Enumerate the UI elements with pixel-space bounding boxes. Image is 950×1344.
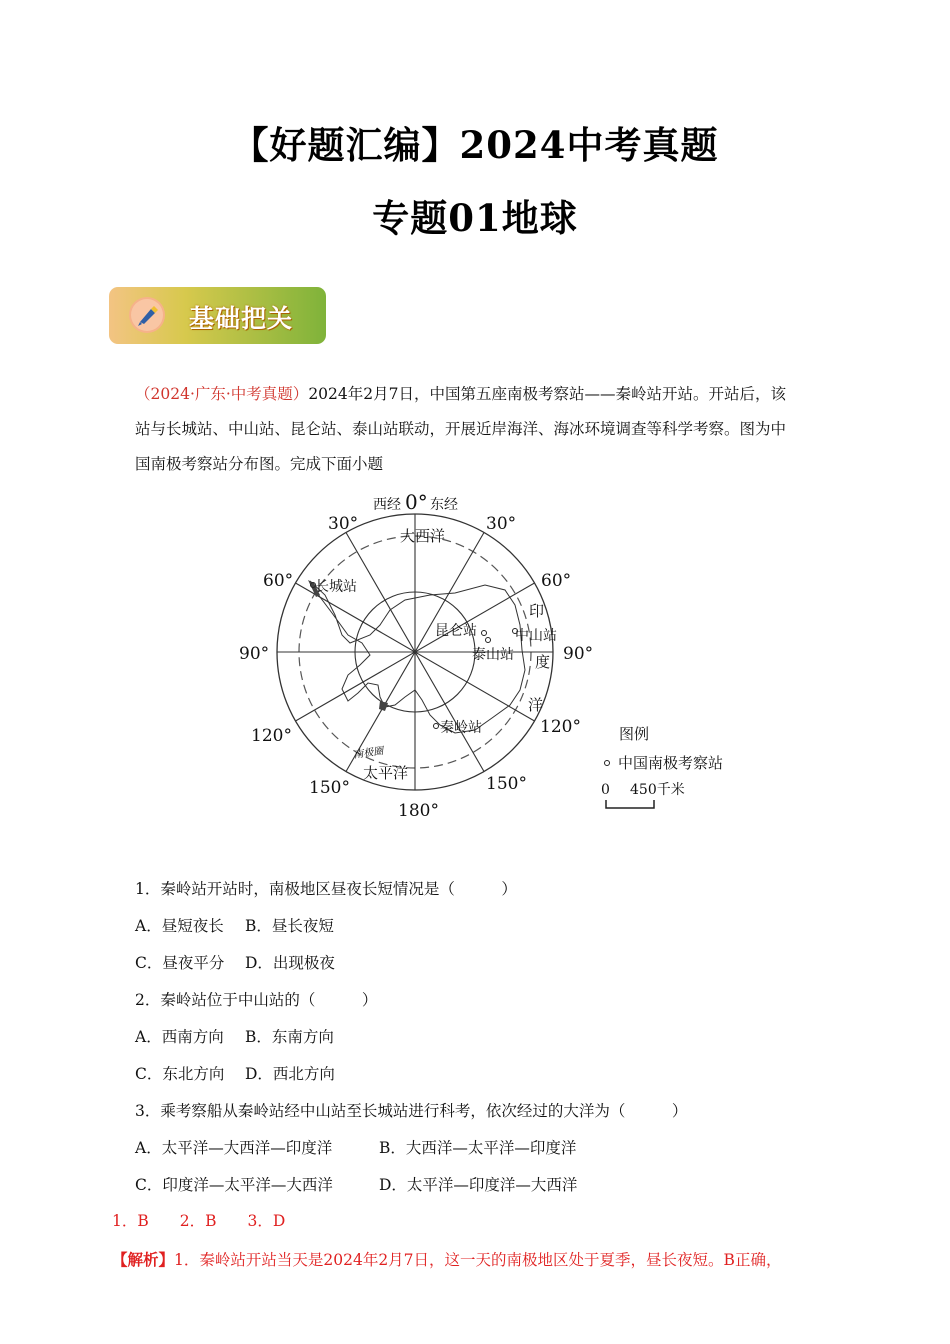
ice-shelf-mark	[379, 701, 388, 711]
atlantic-ocean-label: 大西洋	[400, 527, 446, 545]
legend-title: 图例	[619, 725, 650, 743]
indian-ocean-label-1: 印	[529, 602, 545, 620]
scale-zero-label: 0	[601, 782, 610, 798]
question-1-option-c[interactable]: C．昼夜平分	[135, 954, 225, 972]
analysis-label: 【解析】	[112, 1250, 175, 1269]
lon-30w-label: 30°	[328, 514, 359, 534]
question-3-option-c[interactable]: C．印度洋—太平洋—大西洋	[135, 1176, 333, 1194]
lon-150w-label: 150°	[309, 778, 350, 798]
lon-120w-label: 120°	[251, 726, 292, 746]
scale-value-label: 450千米	[630, 782, 685, 798]
antarctic-circle-label: 南极圈	[352, 745, 385, 761]
east-longitude-label: 东经	[430, 497, 458, 513]
taishan-station-label: 泰山站	[472, 647, 514, 663]
legend-station-marker	[605, 761, 610, 766]
document-subtitle: 专题01地球	[372, 196, 578, 240]
lon-150e-label: 150°	[486, 774, 527, 794]
question-2-stem: 2．秦岭站位于中山站的（ ）	[135, 991, 378, 1009]
intro-line-1: 2024年2月7日，中国第五座南极考察站——秦岭站开站。开站后，该	[308, 385, 786, 403]
question-3-stem: 3．乘考察船从秦岭站经中山站至长城站进行科考，依次经过的大洋为（ ）	[135, 1102, 688, 1120]
kunlun-station-marker	[482, 631, 487, 636]
lon-60w-label: 60°	[263, 571, 294, 591]
pen-icon	[129, 297, 165, 333]
section-badge-label: 基础把关	[189, 304, 294, 333]
intro-line-2: 站与长城站、中山站、昆仑站、泰山站联动，开展近岸海洋、海冰环境调查等科学考察。图为中	[135, 420, 787, 438]
taishan-station-marker	[486, 638, 491, 643]
qinling-station-label: 秦岭站	[440, 720, 482, 736]
question-3-option-b[interactable]: B．大西洋—太平洋—印度洋	[379, 1139, 577, 1157]
question-1-option-d[interactable]: D．出现极夜	[245, 954, 335, 972]
lon-90e-label: 90°	[563, 644, 594, 664]
section-badge	[109, 287, 326, 344]
legend-station-label: 中国南极考察站	[618, 754, 724, 772]
kunlun-station-label: 昆仑站	[435, 623, 477, 639]
question-1-option-b[interactable]: B．昼长夜短	[245, 917, 334, 935]
lon-90w-label: 90°	[239, 644, 270, 664]
lon-120e-label: 120°	[540, 717, 581, 737]
west-longitude-label: 西经	[373, 497, 401, 513]
question-2-option-b[interactable]: B．东南方向	[245, 1028, 334, 1046]
question-3-option-d[interactable]: D．太平洋—印度洋—大西洋	[379, 1176, 578, 1194]
prime-meridian-label: 0°	[405, 490, 428, 514]
antarctic-station-map	[230, 485, 750, 825]
qinling-station-marker	[434, 724, 439, 729]
intro-line-3: 国南极考察站分布图。完成下面小题	[135, 455, 384, 473]
source-tag: （2024·广东·中考真题）	[135, 385, 309, 403]
lon-180-label: 180°	[398, 801, 439, 821]
document-title: 【好题汇编】2024中考真题	[231, 123, 719, 167]
changcheng-station-label: 长城站	[315, 579, 357, 595]
question-2-option-c[interactable]: C．东北方向	[135, 1065, 225, 1083]
analysis-text: 1．秦岭站开站当天是2024年2月7日，这一天的南极地区处于夏季，昼长夜短。B正确，	[174, 1251, 782, 1269]
pacific-ocean-label: 太平洋	[363, 764, 409, 782]
scale-bar	[606, 800, 654, 808]
question-2-option-d[interactable]: D．西北方向	[245, 1065, 335, 1083]
question-3-option-a[interactable]: A．太平洋—大西洋—印度洋	[135, 1139, 333, 1157]
question-1-stem: 1．秦岭站开站时，南极地区昼夜长短情况是（ ）	[135, 880, 517, 898]
indian-ocean-label-3: 洋	[528, 696, 544, 714]
zhongshan-station-label: 中山站	[515, 628, 557, 644]
question-1-option-a[interactable]: A．昼短夜长	[135, 917, 224, 935]
analysis-paragraph	[112, 1248, 781, 1270]
intro-paragraph	[135, 377, 835, 482]
answer-key: 1．B 2．B 3．D	[112, 1212, 286, 1230]
lon-60e-label: 60°	[541, 571, 572, 591]
indian-ocean-label-2: 度	[535, 653, 551, 671]
lon-30e-label: 30°	[486, 514, 517, 534]
question-2-option-a[interactable]: A．西南方向	[135, 1028, 224, 1046]
